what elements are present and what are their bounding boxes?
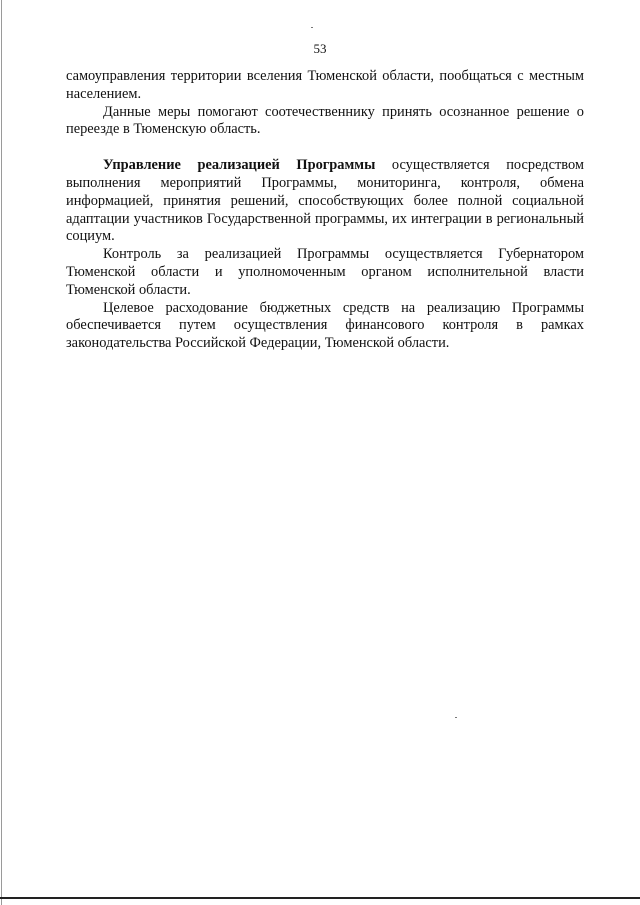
section-heading-inline: Управление реализацией Программы (103, 157, 376, 174)
page-number: 53 (313, 41, 327, 56)
paragraph-text: осуществляется посредством выполнения мероприятий Программы, мониторинга, контроля, обмена информацией, принятия решений, способствующих более полной социальной адаптации участников Государственной программы, их интеграции в региональный социум. (66, 157, 584, 245)
paragraph-continuation: самоуправления территории вселения Тюменской области, пообщаться с местным населением. (66, 68, 584, 102)
scan-speck (311, 27, 313, 28)
scan-left-edge (1, 0, 2, 905)
scan-speck (455, 717, 457, 718)
paragraph-program-management (66, 157, 584, 246)
document-body (66, 68, 584, 353)
paragraph-budget: Целевое расходование бюджетных средств на реализацию Программы обеспечивается путем осуществления финансового контроля в рамках законодательства Российской Федерации, Тюменской области. (66, 299, 584, 352)
scan-bottom-edge (0, 897, 640, 899)
paragraph-control: Контроль за реализацией Программы осуществляется Губернатором Тюменской области и уполномоченным органом исполнительной власти Тюменской области. (66, 246, 584, 298)
paragraph-decision: Данные меры помогают соотечественнику принять осознанное решение о переезде в Тюменскую область. (66, 103, 584, 138)
